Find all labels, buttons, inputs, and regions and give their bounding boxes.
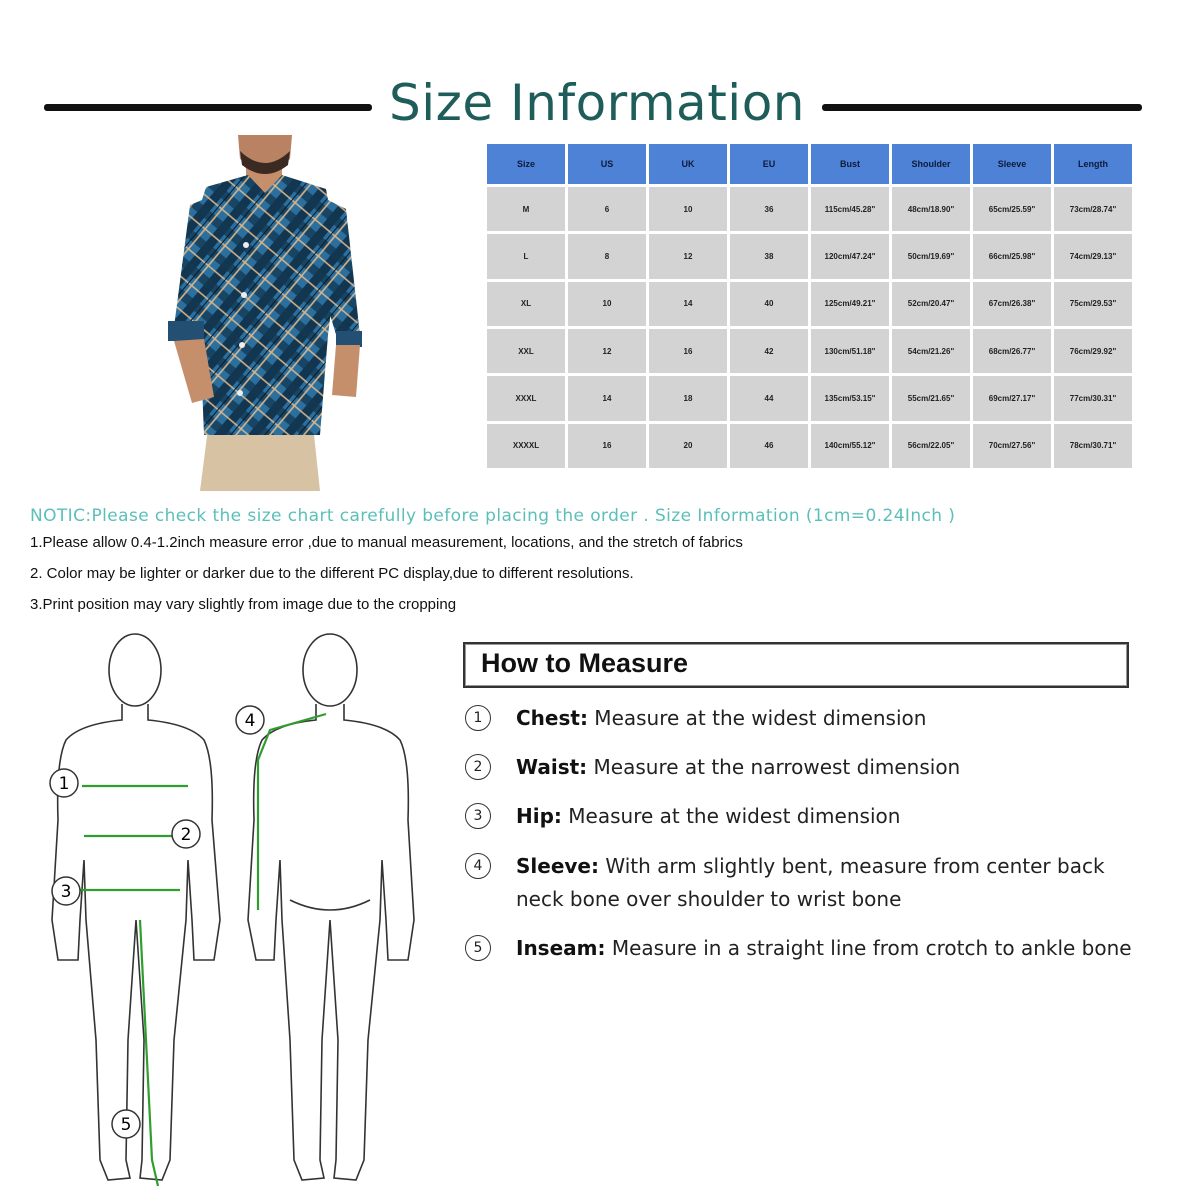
header-length: Length [1054,144,1132,184]
header-shoulder: Shoulder [892,144,970,184]
header-bust: Bust [811,144,889,184]
table-header-row [487,144,1132,184]
cell-sleeve: 70cm/27.56" [973,424,1051,468]
measure-description: Measure at the widest dimension [561,804,901,828]
cell-uk: 14 [649,282,727,326]
number-2-icon: 2 [465,754,491,780]
marker-5: 5 [120,1115,132,1135]
number-5-icon: 5 [465,935,491,961]
number-3-icon: 3 [465,803,491,829]
cell-uk: 10 [649,187,727,231]
cell-sleeve: 67cm/26.38" [973,282,1051,326]
cell-us: 12 [568,329,646,373]
cell-bust: 125cm/49.21" [811,282,889,326]
measure-description: Measure at the widest dimension [587,706,927,730]
table-row [487,424,1132,468]
header-size: Size [487,144,565,184]
measurement-figures [0,620,450,1200]
note-3: 3.Print position may vary slightly from image due to the cropping [30,596,457,613]
size-chart-table [484,141,1135,471]
cell-length: 77cm/30.31" [1054,376,1132,420]
number-1-icon: 1 [465,705,491,731]
cell-size: M [487,187,565,231]
cell-size: XXXL [487,376,565,420]
table-row [487,329,1132,373]
cell-us: 14 [568,376,646,420]
cell-shoulder: 55cm/21.65" [892,376,970,420]
header-uk: UK [649,144,727,184]
table-row [487,187,1132,231]
cell-length: 75cm/29.53" [1054,282,1132,326]
cell-eu: 46 [730,424,808,468]
note-1: 1.Please allow 0.4-1.2inch measure error ,due to manual measurement, locations, and the stretch of fabrics [30,534,743,551]
cell-eu: 38 [730,234,808,278]
page-title: Size Information [389,74,805,132]
measure-description: Measure in a straight line from crotch to ankle bone [605,936,1132,960]
table-row [487,282,1132,326]
cell-uk: 18 [649,376,727,420]
cell-eu: 36 [730,187,808,231]
cell-bust: 135cm/53.15" [811,376,889,420]
measure-description: With arm slightly bent, measure from center back neck bone over shoulder to wrist bone [516,854,1105,911]
measure-label: Waist: [516,755,588,779]
figure-markers [50,706,264,1138]
measure-label: Hip: [516,804,562,828]
cell-length: 74cm/29.13" [1054,234,1132,278]
measure-label: Chest: [516,706,588,730]
header-sleeve: Sleeve [973,144,1051,184]
title-rule-left [44,104,372,111]
cell-bust: 140cm/55.12" [811,424,889,468]
header-us: US [568,144,646,184]
body-outline-back-icon [248,634,414,1180]
header-eu: EU [730,144,808,184]
measure-label: Inseam: [516,936,606,960]
cell-shoulder: 48cm/18.90" [892,187,970,231]
cell-bust: 115cm/45.28" [811,187,889,231]
cell-length: 78cm/30.71" [1054,424,1132,468]
cell-eu: 42 [730,329,808,373]
cell-sleeve: 68cm/26.77" [973,329,1051,373]
cell-uk: 12 [649,234,727,278]
table-row [487,234,1132,278]
cell-eu: 44 [730,376,808,420]
cell-eu: 40 [730,282,808,326]
title-rule-right [822,104,1142,111]
cell-bust: 130cm/51.18" [811,329,889,373]
measure-description: Measure at the narrowest dimension [587,755,961,779]
cell-sleeve: 66cm/25.98" [973,234,1051,278]
cell-us: 16 [568,424,646,468]
cell-size: XXL [487,329,565,373]
table-row [487,376,1132,420]
cell-sleeve: 65cm/25.59" [973,187,1051,231]
cell-us: 10 [568,282,646,326]
note-2: 2. Color may be lighter or darker due to the different PC display,due to different resolutions. [30,565,634,582]
cell-us: 6 [568,187,646,231]
cell-size: XXXXL [487,424,565,468]
cell-length: 73cm/28.74" [1054,187,1132,231]
cell-shoulder: 52cm/20.47" [892,282,970,326]
marker-1: 1 [58,774,70,794]
marker-4: 4 [244,711,256,731]
cell-us: 8 [568,234,646,278]
how-to-measure-title: How to Measure [481,648,689,678]
model-photo [160,135,365,491]
cell-uk: 16 [649,329,727,373]
cell-sleeve: 69cm/27.17" [973,376,1051,420]
marker-2: 2 [180,825,192,845]
cell-shoulder: 54cm/21.26" [892,329,970,373]
how-to-measure-header [463,642,1129,688]
cell-size: L [487,234,565,278]
cell-shoulder: 50cm/19.69" [892,234,970,278]
body-outline-front-icon [52,634,220,1180]
cell-bust: 120cm/47.24" [811,234,889,278]
marker-3: 3 [60,882,72,902]
cell-shoulder: 56cm/22.05" [892,424,970,468]
number-4-icon: 4 [465,853,491,879]
cell-uk: 20 [649,424,727,468]
measure-label: Sleeve: [516,854,599,878]
cell-size: XL [487,282,565,326]
cell-length: 76cm/29.92" [1054,329,1132,373]
notice-text: NOTIC:Please check the size chart carefully before placing the order . Size Information (1cm=0.24Inch ) [30,506,956,526]
